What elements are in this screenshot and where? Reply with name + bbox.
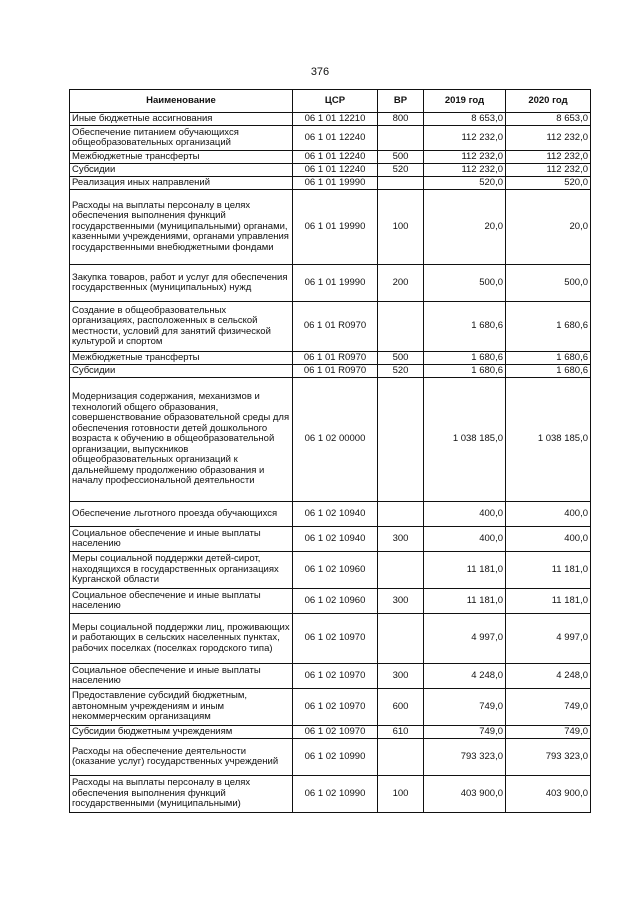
cell-csr: 06 1 01 12240 — [293, 126, 378, 151]
cell-csr: 06 1 02 10960 — [293, 589, 378, 614]
cell-csr: 06 1 01 R0970 — [293, 302, 378, 352]
cell-vr — [378, 126, 424, 151]
cell-csr: 06 1 02 10940 — [293, 527, 378, 552]
cell-name: Расходы на выплаты персоналу в целях обеспечения выполнения функций государственными (муниципальными) органами, казенными учреждениями, органами управления государственными внебюджетными фондами — [70, 190, 293, 265]
cell-csr: 06 1 01 19990 — [293, 177, 378, 190]
table-row — [70, 614, 591, 664]
table-row — [70, 776, 591, 813]
table-row — [70, 527, 591, 552]
cell-vr — [378, 302, 424, 352]
cell-vr — [378, 614, 424, 664]
cell-2019: 749,0 — [424, 726, 506, 739]
cell-2020: 112 232,0 — [506, 151, 591, 164]
cell-csr: 06 1 01 19990 — [293, 190, 378, 265]
cell-2019: 4 248,0 — [424, 664, 506, 689]
cell-name: Расходы на обеспечение деятельности (оказание услуг) государственных учреждений — [70, 739, 293, 776]
cell-csr: 06 1 02 10970 — [293, 664, 378, 689]
cell-name: Модернизация содержания, механизмов и технологий общего образования, совершенствование образовательной среды для обеспечения готовности детей дошкольного возраста к обучению в общеобразовательной организации, выпускников общеобразовательных организаций к дальнейшему продолжению образования и началу профессиональной деятельности — [70, 378, 293, 502]
cell-2019: 112 232,0 — [424, 151, 506, 164]
cell-2020: 20,0 — [506, 190, 591, 265]
table-row — [70, 177, 591, 190]
cell-vr: 500 — [378, 352, 424, 365]
cell-csr: 06 1 02 10970 — [293, 614, 378, 664]
cell-name: Закупка товаров, работ и услуг для обеспечения государственных (муниципальных) нужд — [70, 265, 293, 302]
cell-2019: 400,0 — [424, 527, 506, 552]
cell-csr: 06 1 01 R0970 — [293, 365, 378, 378]
cell-csr: 06 1 02 00000 — [293, 378, 378, 502]
cell-2020: 1 038 185,0 — [506, 378, 591, 502]
cell-2020: 4 248,0 — [506, 664, 591, 689]
cell-2020: 500,0 — [506, 265, 591, 302]
cell-vr: 600 — [378, 689, 424, 726]
cell-name: Субсидии — [70, 365, 293, 378]
table-row — [70, 265, 591, 302]
table-row — [70, 352, 591, 365]
table-row — [70, 365, 591, 378]
cell-csr: 06 1 02 10970 — [293, 689, 378, 726]
cell-name: Предоставление субсидий бюджетным, автономным учреждениям и иным некоммерческим организациям — [70, 689, 293, 726]
cell-2020: 403 900,0 — [506, 776, 591, 813]
header-2019: 2019 год — [424, 90, 506, 113]
cell-2019: 8 653,0 — [424, 113, 506, 126]
cell-csr: 06 1 02 10970 — [293, 726, 378, 739]
cell-vr: 520 — [378, 164, 424, 177]
header-csr: ЦСР — [293, 90, 378, 113]
cell-name: Расходы на выплаты персоналу в целях обеспечения выполнения функций государственными (муниципальными) — [70, 776, 293, 813]
cell-vr — [378, 177, 424, 190]
cell-2019: 793 323,0 — [424, 739, 506, 776]
table-row — [70, 739, 591, 776]
cell-2020: 112 232,0 — [506, 126, 591, 151]
table-body — [70, 113, 591, 813]
cell-2020: 11 181,0 — [506, 552, 591, 589]
cell-csr: 06 1 01 12240 — [293, 164, 378, 177]
table-header-row — [70, 90, 591, 113]
cell-2020: 11 181,0 — [506, 589, 591, 614]
table-row — [70, 302, 591, 352]
cell-name: Обеспечение питанием обучающихся общеобразовательных организаций — [70, 126, 293, 151]
table-row — [70, 164, 591, 177]
cell-vr — [378, 502, 424, 527]
cell-name: Иные бюджетные ассигнования — [70, 113, 293, 126]
table-row — [70, 589, 591, 614]
cell-2019: 403 900,0 — [424, 776, 506, 813]
cell-csr: 06 1 01 R0970 — [293, 352, 378, 365]
cell-vr: 100 — [378, 190, 424, 265]
table-row — [70, 552, 591, 589]
cell-vr — [378, 739, 424, 776]
cell-2020: 1 680,6 — [506, 302, 591, 352]
cell-2019: 1 680,6 — [424, 302, 506, 352]
table-row — [70, 126, 591, 151]
cell-name: Меры социальной поддержки детей-сирот, находящихся в государственных организациях Курганской области — [70, 552, 293, 589]
cell-2019: 11 181,0 — [424, 552, 506, 589]
cell-vr: 300 — [378, 589, 424, 614]
cell-csr: 06 1 02 10940 — [293, 502, 378, 527]
table-row — [70, 190, 591, 265]
cell-name: Реализация иных направлений — [70, 177, 293, 190]
cell-2020: 1 680,6 — [506, 352, 591, 365]
cell-2019: 1 038 185,0 — [424, 378, 506, 502]
cell-name: Социальное обеспечение и иные выплаты населению — [70, 664, 293, 689]
cell-name: Субсидии — [70, 164, 293, 177]
table-row — [70, 726, 591, 739]
table-row — [70, 113, 591, 126]
cell-vr: 300 — [378, 527, 424, 552]
cell-2019: 20,0 — [424, 190, 506, 265]
cell-name: Социальное обеспечение и иные выплаты населению — [70, 589, 293, 614]
header-name: Наименование — [70, 90, 293, 113]
cell-vr: 200 — [378, 265, 424, 302]
cell-2019: 520,0 — [424, 177, 506, 190]
cell-2020: 400,0 — [506, 502, 591, 527]
cell-csr: 06 1 01 19990 — [293, 265, 378, 302]
table-row — [70, 151, 591, 164]
cell-2019: 1 680,6 — [424, 352, 506, 365]
cell-2020: 4 997,0 — [506, 614, 591, 664]
cell-csr: 06 1 02 10990 — [293, 776, 378, 813]
cell-vr — [378, 378, 424, 502]
header-2020: 2020 год — [506, 90, 591, 113]
cell-2020: 749,0 — [506, 689, 591, 726]
cell-vr: 610 — [378, 726, 424, 739]
cell-name: Социальное обеспечение и иные выплаты населению — [70, 527, 293, 552]
cell-2020: 520,0 — [506, 177, 591, 190]
cell-2020: 8 653,0 — [506, 113, 591, 126]
cell-name: Обеспечение льготного проезда обучающихся — [70, 502, 293, 527]
cell-name: Субсидии бюджетным учреждениям — [70, 726, 293, 739]
cell-name: Меры социальной поддержки лиц, проживающих и работающих в сельских населенных пунктах, рабочих поселках (поселках городского типа) — [70, 614, 293, 664]
cell-2020: 1 680,6 — [506, 365, 591, 378]
cell-2020: 793 323,0 — [506, 739, 591, 776]
cell-vr — [378, 552, 424, 589]
cell-2019: 500,0 — [424, 265, 506, 302]
cell-2019: 1 680,6 — [424, 365, 506, 378]
table-row — [70, 502, 591, 527]
table-row — [70, 664, 591, 689]
header-vr: ВР — [378, 90, 424, 113]
cell-2020: 749,0 — [506, 726, 591, 739]
cell-vr: 500 — [378, 151, 424, 164]
cell-2019: 112 232,0 — [424, 164, 506, 177]
cell-csr: 06 1 01 12210 — [293, 113, 378, 126]
cell-vr: 100 — [378, 776, 424, 813]
cell-2019: 112 232,0 — [424, 126, 506, 151]
cell-csr: 06 1 02 10960 — [293, 552, 378, 589]
cell-name: Создание в общеобразовательных организациях, расположенных в сельской местности, условий для занятий физической культурой и спортом — [70, 302, 293, 352]
table-row — [70, 689, 591, 726]
cell-csr: 06 1 01 12240 — [293, 151, 378, 164]
page-number: 376 — [310, 66, 330, 78]
cell-2019: 4 997,0 — [424, 614, 506, 664]
table-row — [70, 378, 591, 502]
cell-csr: 06 1 02 10990 — [293, 739, 378, 776]
cell-2020: 112 232,0 — [506, 164, 591, 177]
cell-2019: 400,0 — [424, 502, 506, 527]
cell-2019: 749,0 — [424, 689, 506, 726]
cell-2020: 400,0 — [506, 527, 591, 552]
cell-name: Межбюджетные трансферты — [70, 352, 293, 365]
cell-vr: 800 — [378, 113, 424, 126]
cell-vr: 300 — [378, 664, 424, 689]
cell-2019: 11 181,0 — [424, 589, 506, 614]
budget-table — [69, 89, 591, 813]
cell-vr: 520 — [378, 365, 424, 378]
cell-name: Межбюджетные трансферты — [70, 151, 293, 164]
